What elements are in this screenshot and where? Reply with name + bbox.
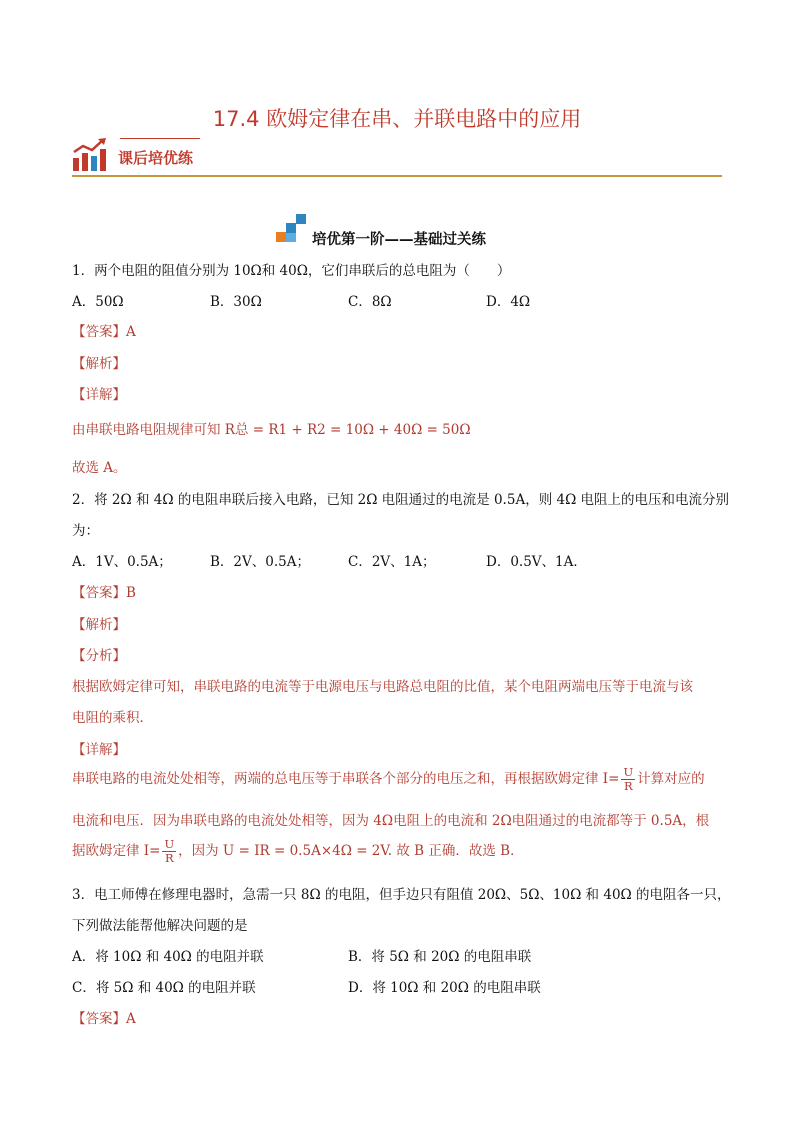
q1-option-b: B．30Ω [210,294,262,310]
title-rule [120,138,200,139]
fraction-numerator: U [623,765,634,779]
q2-stem-line1: 2．将 2Ω 和 4Ω 的电阻串联后接入电路，已知 2Ω 电阻通过的电流是 0.5A，则 4Ω 电阻上的电压和电流分别 [72,492,730,508]
q1-conclusion: 故选 A。 [72,460,127,476]
q2-detail-label: 【详解】 [72,742,126,758]
stage-heading: 培优第一阶——基础过关练 [312,232,486,248]
fraction-numerator: U [164,837,175,851]
ohm-law-fraction [621,766,635,793]
q2-stem-line2: 为： [72,523,99,539]
q2-option-a: A．1V、0.5A； [72,554,172,570]
q1-solution: 由串联电路电阻规律可知 R总 = R1 + R2 = 10Ω + 40Ω = 50Ω [72,422,471,438]
q3-option-a: A．将 10Ω 和 40Ω 的电阻并联 [72,949,264,965]
q2-fenxi-line2: 电阻的乘积． [72,710,153,726]
q2-analysis-label: 【解析】 [72,617,126,633]
q2-detail-line1 [72,766,705,793]
fraction-denominator: R [164,851,174,865]
q1-option-c: C．8Ω [348,294,392,310]
section-rule [72,175,722,177]
q2-fenxi-label: 【分析】 [72,648,126,664]
q2-option-c: C．2V、1A； [348,554,436,570]
q2-option-b: B．2V、0.5A； [210,554,310,570]
q2-detail-line1-text-b: 计算对应的 [637,771,705,787]
chart-logo-icon [72,136,108,172]
ohm-law-fraction-2 [162,838,176,865]
q2-answer: 【答案】B [72,585,136,601]
q3-option-d: D．将 10Ω 和 20Ω 的电阻串联 [348,980,541,996]
q1-option-a: A．50Ω [72,294,124,310]
q2-detail-line3 [72,838,524,865]
q3-stem-line1: 3．电工师傅在修理电器时，急需一只 8Ω 的电阻，但手边只有阻值 20Ω、5Ω、10Ω 和 40Ω 的电阻各一只， [72,887,731,903]
q3-option-b: B．将 5Ω 和 20Ω 的电阻串联 [348,949,532,965]
q2-detail-line1-text-a: 串联电路的电流处处相等，两端的总电压等于串联各个部分的电压之和，再根据欧姆定律 I= [72,771,620,787]
q3-stem-line2: 下列做法能帮他解决问题的是 [72,918,248,934]
q1-answer: 【答案】A [72,324,136,340]
q2-option-d: D．0.5V、1A． [486,554,587,570]
stairs-icon [276,214,306,242]
q1-detail-label: 【详解】 [72,387,126,403]
q1-analysis-label: 【解析】 [72,356,126,372]
q2-detail-line3-text-b: ，因为 U = IR = 0.5A×4Ω = 2V. 故 B 正确．故选 B． [178,843,524,859]
q2-detail-line2: 电流和电压．因为串联电路的电流处处相等，因为 4Ω电阻上的电流和 2Ω电阻通过的电流都等于 0.5A，根 [72,813,710,829]
q2-detail-line3-text-a: 据欧姆定律 I= [72,843,161,859]
q1-option-d: D．4Ω [486,294,531,310]
q1-stem: 1．两个电阻的阻值分别为 10Ω和 40Ω，它们串联后的总电阻为（ ） [72,263,511,279]
page-title: 17.4 欧姆定律在串、并联电路中的应用 [212,107,582,131]
q3-answer: 【答案】A [72,1011,136,1027]
q2-fenxi-line1: 根据欧姆定律可知，串联电路的电流等于电源电压与电路总电阻的比值，某个电阻两端电压等于电流与该 [72,679,693,695]
fraction-denominator: R [623,779,633,793]
section-heading: 课后培优练 [118,149,194,167]
q3-option-c: C．将 5Ω 和 40Ω 的电阻并联 [72,980,256,996]
